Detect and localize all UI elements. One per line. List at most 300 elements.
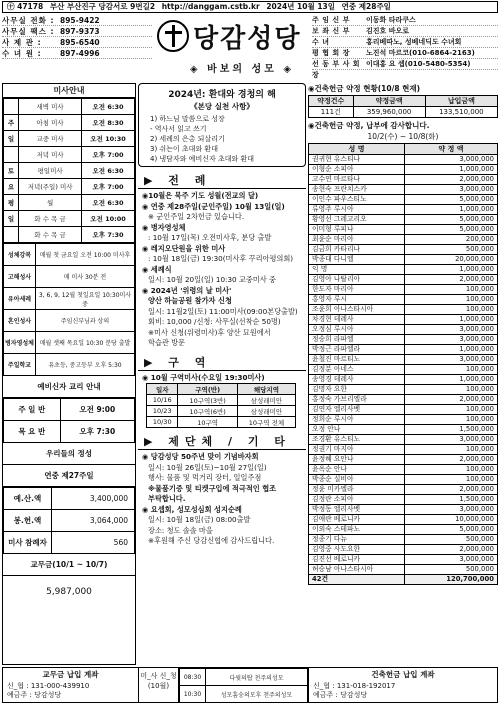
donor-name: 김진선 베로니카 xyxy=(309,555,405,565)
table-row xyxy=(309,355,498,365)
notice-line: 행사: 물품 및 먹거리 장터, 일일주점 xyxy=(148,473,262,482)
table-header-row xyxy=(147,384,296,395)
district-cell: 10구역(6반) xyxy=(178,406,237,417)
mass-name: 월 xyxy=(19,195,82,211)
donor-amount: 3,000,000 xyxy=(405,505,498,515)
dues-account-number: 신_협 : 131-000-439910 xyxy=(7,682,90,690)
table-row xyxy=(309,155,498,165)
donor-amount: 100,000 xyxy=(405,285,498,295)
notice-line: 학습관 방문 xyxy=(148,338,186,347)
etc-section-title: ▶ 제단체 / 기 타 xyxy=(138,433,306,450)
notice-line: ※ 군인주일 2차헌금 있습니다. xyxy=(148,212,245,221)
table-row xyxy=(309,345,498,355)
table-row xyxy=(309,515,498,525)
donor-amount: 500,000 xyxy=(405,565,498,575)
catechism-time: 오전 9:00 xyxy=(60,399,134,421)
donor-amount: 3,000,000 xyxy=(405,335,498,345)
table-row xyxy=(4,399,135,421)
staff-row xyxy=(312,37,498,48)
table-row xyxy=(309,495,498,505)
sacrament-info: 3, 6, 9, 12월 첫일요일 10:30미사중 xyxy=(36,288,135,310)
notice-line: ◉ 요셉회, 성모성심회 성지순례 xyxy=(142,504,242,514)
build-status-table xyxy=(308,95,498,118)
table-row xyxy=(4,115,135,131)
donor-amount: 20,000,000 xyxy=(405,255,498,265)
contact-label: 사무실 전화 : xyxy=(2,16,55,25)
donor-name: 정희순 루시아 xyxy=(309,415,405,425)
donor-amount: 1,500,000 xyxy=(405,495,498,505)
donor-amount: 1,000,000 xyxy=(405,315,498,325)
sacrament-info: 매월 첫 금요일 오전 10:00 미사후 xyxy=(36,244,135,266)
donor-name: 김영중 사도요한 xyxy=(309,545,405,555)
contact-value: 895-9422 xyxy=(60,16,100,25)
contact-row xyxy=(2,48,152,59)
donor-name: 송현숙 프란치스카 xyxy=(309,185,405,195)
mass-group: 일 xyxy=(4,211,19,227)
dues-account-owner: 예금주 : 당감성당 xyxy=(7,691,62,699)
table-row xyxy=(309,555,498,565)
table-row xyxy=(309,325,498,335)
build-status-title: ◉건축헌금 약정 현황(10/8 현재) xyxy=(308,84,421,93)
church-logo xyxy=(153,16,311,80)
table-row xyxy=(4,195,135,211)
donor-name: 이미형 루피나 xyxy=(309,225,405,235)
donor-name: 김영아 나탈리아 xyxy=(309,275,405,285)
mass-request-table xyxy=(179,668,308,703)
donor-name: 조윤희 아나스타시아 xyxy=(309,305,405,315)
staff-name: 노진석 마르코(010-6864-2163) xyxy=(366,49,475,57)
district-cell: 10/16 xyxy=(147,395,178,406)
district-cell: 10구역(3반) xyxy=(178,395,237,406)
motto-item: 2) 세례의 은총 되살리기 xyxy=(150,135,225,143)
contact-label: 사 제 관 : xyxy=(2,38,42,47)
donor-name: 김정란 소피아 xyxy=(309,495,405,505)
donor-amount: 200,000 xyxy=(405,235,498,245)
contact-value: 897-9373 xyxy=(60,27,100,36)
catechism-time: 오후 7:30 xyxy=(60,421,134,443)
donor-name: 홍정숙 가브리엘라 xyxy=(309,395,405,405)
donor-name: 박정근 라파엘라 xyxy=(309,345,405,355)
motto-item: - 역사서 읽고 쓰기 xyxy=(150,125,207,133)
donor-name: 정종기 다뉴 xyxy=(309,535,405,545)
weekly-value: 3,064,000 xyxy=(52,510,135,532)
staff-name: 홍리베따노, 성베네딕도 수녀회 xyxy=(366,38,462,46)
notice-line: : 10월 17일(목) 오전미사후, 분당 출발 xyxy=(148,233,272,242)
donor-amount: 2,000,000 xyxy=(405,175,498,185)
church-subtitle: ◈ 바보의 성모 ◈ xyxy=(189,64,295,75)
district-table xyxy=(146,383,296,428)
donor-total-count: 42건 xyxy=(309,575,405,585)
status-count: 111건 xyxy=(309,107,354,118)
sacrament-table xyxy=(3,243,135,376)
mass-group: 평 xyxy=(4,195,19,211)
status-pledged: 359,960,000 xyxy=(353,107,425,118)
mass-group xyxy=(4,147,19,163)
donor-amount: 100,000 xyxy=(405,405,498,415)
donor-amount: 3,000,000 xyxy=(405,155,498,165)
build-account-title: 건축헌금 납입 계좌 xyxy=(371,670,435,679)
header-url[interactable]: http://danggam.cstb.kr xyxy=(161,2,260,11)
table-row xyxy=(309,415,498,425)
mass-time: 오후 7:00 xyxy=(82,179,135,195)
mass-request-label: 미_사 신_청 (10월) xyxy=(139,668,179,702)
donor-name: 김애란 베로니카 xyxy=(309,515,405,525)
column-header: 구역(반) xyxy=(178,384,237,395)
dues-account xyxy=(3,668,139,702)
mass-request-table-wrap xyxy=(179,668,309,702)
table-row xyxy=(309,285,498,295)
column-header: 약 정 액 xyxy=(405,144,498,155)
donor-name: 허승남 아나스타시아 xyxy=(309,565,405,575)
notice-line: ◉ 연중 제28주일(군인주일) 10월 13일(일) xyxy=(142,201,285,211)
donor-amount: 3,000,000 xyxy=(405,355,498,365)
mass-time: 오전 10:30 xyxy=(82,131,135,147)
table-row xyxy=(4,131,135,147)
donor-amount: 1,000,000 xyxy=(405,265,498,275)
table-row xyxy=(309,425,498,435)
motto-subtitle: 《본당 실천 사항》 xyxy=(190,102,254,111)
donor-name: 차경현 데레사 xyxy=(309,315,405,325)
donor-name: 윤옥순 안나 xyxy=(309,465,405,475)
donor-name: 박종대 다니엘 xyxy=(309,255,405,265)
table-row xyxy=(4,488,135,510)
donor-amount: 5,000,000 xyxy=(405,525,498,535)
column-header: 해당지역 xyxy=(237,384,295,395)
mass-group: 주 xyxy=(4,115,19,131)
right-column xyxy=(308,83,498,665)
donor-name: 김정분 아네스 xyxy=(309,365,405,375)
table-row xyxy=(4,227,135,243)
mass-time: 오전 6:30 xyxy=(82,99,135,115)
sacrament-label: 유아세례 xyxy=(4,288,36,310)
table-row xyxy=(4,288,135,310)
mass-group: 요 xyxy=(4,179,19,195)
sacrament-label: 병자영성체 xyxy=(4,332,36,354)
header-week: 연중 제28주일 xyxy=(341,2,391,11)
table-row xyxy=(309,195,498,205)
district-cell: 10/30 xyxy=(147,417,178,428)
table-row xyxy=(309,465,498,475)
donor-amount: 5,000,000 xyxy=(405,215,498,225)
table-row xyxy=(309,295,498,305)
donor-amount: 1,000,000 xyxy=(405,345,498,355)
donor-amount: 100,000 xyxy=(405,465,498,475)
donor-amount: 100,000 xyxy=(405,305,498,315)
donor-amount: 2,000,000 xyxy=(405,485,498,495)
mass-group xyxy=(4,227,19,243)
contact-value: 895-6540 xyxy=(60,38,100,47)
motto-item: 1) 하느님 말씀으로 성장 xyxy=(150,115,225,123)
liturgy-section-title: ▶ 전 례 xyxy=(138,172,306,189)
table-row xyxy=(309,205,498,215)
etc-list xyxy=(138,452,306,547)
donor-amount: 3,000,000 xyxy=(405,555,498,565)
weekly-sub: 연중 제27주일 xyxy=(3,465,135,487)
table-row xyxy=(309,265,498,275)
mass-request-time: 08:30 xyxy=(180,669,206,686)
donor-name: 정권기 마지아 xyxy=(309,445,405,455)
bottom-bar xyxy=(2,667,498,703)
table-row xyxy=(309,185,498,195)
contact-row xyxy=(2,37,152,48)
table-header-row xyxy=(309,96,498,107)
staff-role: 선 동 부 사 회 장 xyxy=(312,60,361,79)
district-cell: 10구역 xyxy=(178,417,237,428)
donor-amount: 10,000,000 xyxy=(405,515,498,525)
notice-line: : 10월 18일(금) 19:30(미사후 꾸리아평의회) xyxy=(148,254,294,263)
donor-amount: 2,000,000 xyxy=(405,545,498,555)
donor-name: 오정심 루시아 xyxy=(309,325,405,335)
donor-amount: 500,000 xyxy=(405,245,498,255)
staff-role: 주 임 신 부 xyxy=(312,16,350,24)
donor-amount: 3,000,000 xyxy=(405,185,498,195)
sacrament-info: 매 미사 30분 전 xyxy=(36,266,135,288)
weekly-label: 예.산.액 xyxy=(4,488,52,510)
mass-request-intention: 성모흠숭의모후 천주의성모 xyxy=(206,686,308,703)
donor-amount: 1,000,000 xyxy=(405,165,498,175)
mass-name: 화 수 목 금 xyxy=(19,211,82,227)
mass-title: 미사안내 xyxy=(3,84,135,98)
donors-title: ◉건축헌금 약정, 납부에 감사합니다. xyxy=(308,121,430,130)
column-header: 일자 xyxy=(147,384,178,395)
table-row xyxy=(309,305,498,315)
donor-name: 홍영자 루시 xyxy=(309,295,405,305)
table-row xyxy=(309,455,498,465)
table-row xyxy=(309,395,498,405)
donor-amount: 2,000,000 xyxy=(405,455,498,465)
mass-name: 저녁 미사 xyxy=(19,147,82,163)
donor-total-amount: 120,700,000 xyxy=(405,575,498,585)
donor-amount: 2,000,000 xyxy=(405,275,498,285)
donor-amount: 1,000,000 xyxy=(405,205,498,215)
header-address: 부산 부산진구 당감서로 9번길2 xyxy=(49,2,156,11)
table-row xyxy=(309,315,498,325)
middle-column xyxy=(138,83,306,665)
donor-name: 이외숙 스테파노 xyxy=(309,525,405,535)
table-row xyxy=(309,365,498,375)
column-header: 약정건수 xyxy=(309,96,354,107)
table-row xyxy=(4,421,135,443)
sacrament-info: 주임신부님과 상의 xyxy=(36,310,135,332)
table-row xyxy=(147,417,296,428)
weekly-value: 560 xyxy=(52,532,135,554)
motto-item: 4) 냉담자와 예비신자 초대와 환대 xyxy=(150,155,254,163)
contact-row xyxy=(2,26,152,37)
notice-line: 일시: 10월 20일(일) 10:30 교중미사 중 xyxy=(148,275,276,284)
table-row xyxy=(309,475,498,485)
table-row xyxy=(309,215,498,225)
donor-name: 한도자 마리아 xyxy=(309,285,405,295)
donor-amount: 100,000 xyxy=(405,475,498,485)
donor-name: 황영선 그레고리오 xyxy=(309,215,405,225)
donor-name: 조경환 유스티노 xyxy=(309,435,405,445)
notice-line: ◉ 레지오단원을 위한 미사 xyxy=(142,243,226,253)
donor-name: 최윤순 마리아 xyxy=(309,235,405,245)
notice-line: ※미사 신청(위령미사)후 양산 묘원에서 xyxy=(148,327,271,337)
mass-name: 교중 미사 xyxy=(19,131,82,147)
table-row xyxy=(4,266,135,288)
table-row xyxy=(309,245,498,255)
table-row xyxy=(180,669,308,686)
table-row xyxy=(309,175,498,185)
district-cell: 10/23 xyxy=(147,406,178,417)
catechism-class: 목 요 반 xyxy=(4,421,61,443)
donor-amount: 100,000 xyxy=(405,295,498,305)
mass-name: 아침 미사 xyxy=(19,115,82,131)
liturgy-list xyxy=(138,191,306,349)
table-row xyxy=(309,565,498,575)
donor-name: 박정동 엘리사벳 xyxy=(309,505,405,515)
table-row xyxy=(309,435,498,445)
mass-group: 토 xyxy=(4,163,19,179)
mass-time: 오전 8:30 xyxy=(82,115,135,131)
weekly-table xyxy=(3,487,135,554)
build-account-number: 신_협 : 131-018-192017 xyxy=(313,682,396,690)
table-row xyxy=(4,354,135,376)
donor-name: 윤철진 마르티노 xyxy=(309,355,405,365)
donor-amount: 1,000,000 xyxy=(405,375,498,385)
table-row xyxy=(309,505,498,515)
table-row xyxy=(309,545,498,555)
donor-name: 고수연 마르타나 xyxy=(309,175,405,185)
contact-block xyxy=(2,15,152,81)
catechism-table xyxy=(3,398,135,443)
table-row xyxy=(4,244,135,266)
contact-value: 897-4996 xyxy=(60,49,100,58)
table-row xyxy=(309,385,498,395)
staff-name: 이대홍 요 셉(010-5480-5354) xyxy=(366,60,471,68)
mass-name: 화 수 목 금 xyxy=(19,227,82,243)
staff-name: 이동화 타라쿠스 xyxy=(366,16,416,24)
notice-line: ◉ 2024년 '위령의 날 미사' xyxy=(142,285,232,295)
donor-name: 권귀현 유스티나 xyxy=(309,155,405,165)
notice-line: ◉10월은 묵주 기도 성월(전교의 달) xyxy=(142,191,259,200)
table-row xyxy=(309,165,498,175)
notice-line: 일시: 10월 26일(토)~10월 27일(일) xyxy=(148,462,267,472)
motto-item: 3) 쉬는이 초대와 환대 xyxy=(150,145,218,153)
mass-request-time: 10:30 xyxy=(180,686,206,703)
donor-amount: 100,000 xyxy=(405,415,498,425)
table-row xyxy=(4,179,135,195)
notice-line: 회비: 10,000 /신청: 사무실(선착순 50명) xyxy=(148,317,281,326)
mass-group xyxy=(4,99,19,115)
donor-name: 익 명 xyxy=(309,265,405,275)
catechism-title: 예비신자 교리 안내 xyxy=(3,376,135,398)
notice-line: 부탁합니다. xyxy=(148,494,186,503)
donor-amount: 500,000 xyxy=(405,535,498,545)
table-row xyxy=(309,445,498,455)
table-row xyxy=(309,275,498,285)
table-row xyxy=(309,335,498,345)
mass-time: 오후 7:30 xyxy=(82,227,135,243)
donor-name: 김연자 엘리사벳 xyxy=(309,405,405,415)
table-row xyxy=(4,147,135,163)
dues-label: 교무금(10/1 ~ 10/7) xyxy=(3,554,135,576)
mass-time: 오전 6:30 xyxy=(82,163,135,179)
build-account-owner: 예금주 : 당감성당 xyxy=(313,691,368,699)
donor-name: 이형순 소피아 xyxy=(309,165,405,175)
header-date: 2024년 10월 13일 xyxy=(266,2,336,11)
table-row xyxy=(4,211,135,227)
staff-role: 평 협 회 장 xyxy=(312,49,350,57)
motto-heading: 2024년: 환대와 경청의 해 xyxy=(168,90,276,100)
donor-name: 류영주 루시아 xyxy=(309,205,405,215)
contact-label: 수 녀 원 : xyxy=(2,49,42,58)
mass-time: 오전 10:00 xyxy=(82,211,135,227)
donors-period: 10/2(수) ~ 10/8(화) xyxy=(367,132,439,141)
sacrament-info: 매월 셋째 목요일 10:30 분당 출발 xyxy=(36,332,135,354)
column-header: 약정금액 xyxy=(353,96,425,107)
donor-name: 김금희 카타리나 xyxy=(309,245,405,255)
donor-name: 김명자 요한 xyxy=(309,385,405,395)
sacrament-label: 고해성사 xyxy=(4,266,36,288)
donor-name: 송영경 데레사 xyxy=(309,375,405,385)
header-line xyxy=(2,1,498,13)
donor-name: 정윤 미카엘라 xyxy=(309,485,405,495)
sacrament-label: 혼인성사 xyxy=(4,310,36,332)
dues-account-title: 교무금 납입 계좌 xyxy=(42,670,99,679)
notice-line: 장소: 청도 솔솔 마을 xyxy=(148,525,213,535)
table-row xyxy=(4,332,135,354)
district-section-title: ▶ 구 역 xyxy=(138,354,306,371)
donor-amount: 5,000,000 xyxy=(405,195,498,205)
dues-value: 5,987,000 xyxy=(46,587,92,597)
donor-amount: 2,000,000 xyxy=(405,395,498,405)
donor-name: 정승희 라파엘 xyxy=(309,335,405,345)
table-row xyxy=(4,163,135,179)
sacrament-label: 성체강복 xyxy=(4,244,36,266)
column-header: 납입금액 xyxy=(425,96,497,107)
mass-group: 일 xyxy=(4,131,19,147)
status-paid: 133,510,000 xyxy=(425,107,497,118)
staff-name: 김진호 바오로 xyxy=(366,27,410,35)
year-motto-box xyxy=(138,83,306,167)
district-cell: 삼성래미안 xyxy=(237,406,295,417)
church-name: 당감성당 xyxy=(193,24,302,54)
notice-line: ※후원해 주신 당감신협에 감사드립니다. xyxy=(148,536,275,545)
donor-amount: 1,500,000 xyxy=(405,425,498,435)
contact-label: 사무실 팩스 : xyxy=(2,27,55,36)
table-row xyxy=(309,405,498,415)
notice-line: ◉ 병자영성체 xyxy=(142,222,186,232)
cross-icon xyxy=(157,20,189,52)
notice-line: ◉ 세례식 xyxy=(142,264,172,274)
mass-name: 새벽 미사 xyxy=(19,99,82,115)
staff-row xyxy=(312,15,498,26)
district-cell: 삼성래미안 xyxy=(237,395,295,406)
mass-name: 저녁(주일) 미사 xyxy=(19,179,82,195)
staff-role: 보 좌 신 부 xyxy=(312,27,350,35)
staff-row xyxy=(312,59,498,79)
contact-row xyxy=(2,15,152,26)
table-row xyxy=(309,525,498,535)
weekly-label: 봉.헌.액 xyxy=(4,510,52,532)
weekly-value: 3,400,000 xyxy=(52,488,135,510)
district-intro: ◉ 10월 구역미사(수요일 19:30미사) xyxy=(142,372,265,382)
table-row xyxy=(309,485,498,495)
table-row xyxy=(309,225,498,235)
table-row xyxy=(4,532,135,554)
notice-line: 양산 하늘공원 참가자 신청 xyxy=(148,296,232,305)
mass-table xyxy=(3,98,135,243)
sacrament-label: 주일학교 xyxy=(4,354,36,376)
donor-name: 윤정혜 요안나 xyxy=(309,455,405,465)
notice-line: 일시: 10월 18일(금) 08:00출발 xyxy=(148,515,251,524)
staff-row xyxy=(312,26,498,37)
donors-table xyxy=(308,143,498,585)
table-row xyxy=(309,535,498,545)
notice-line: 일시: 11월2일(토) 11:00미사(09:00본당출발) xyxy=(148,306,298,316)
